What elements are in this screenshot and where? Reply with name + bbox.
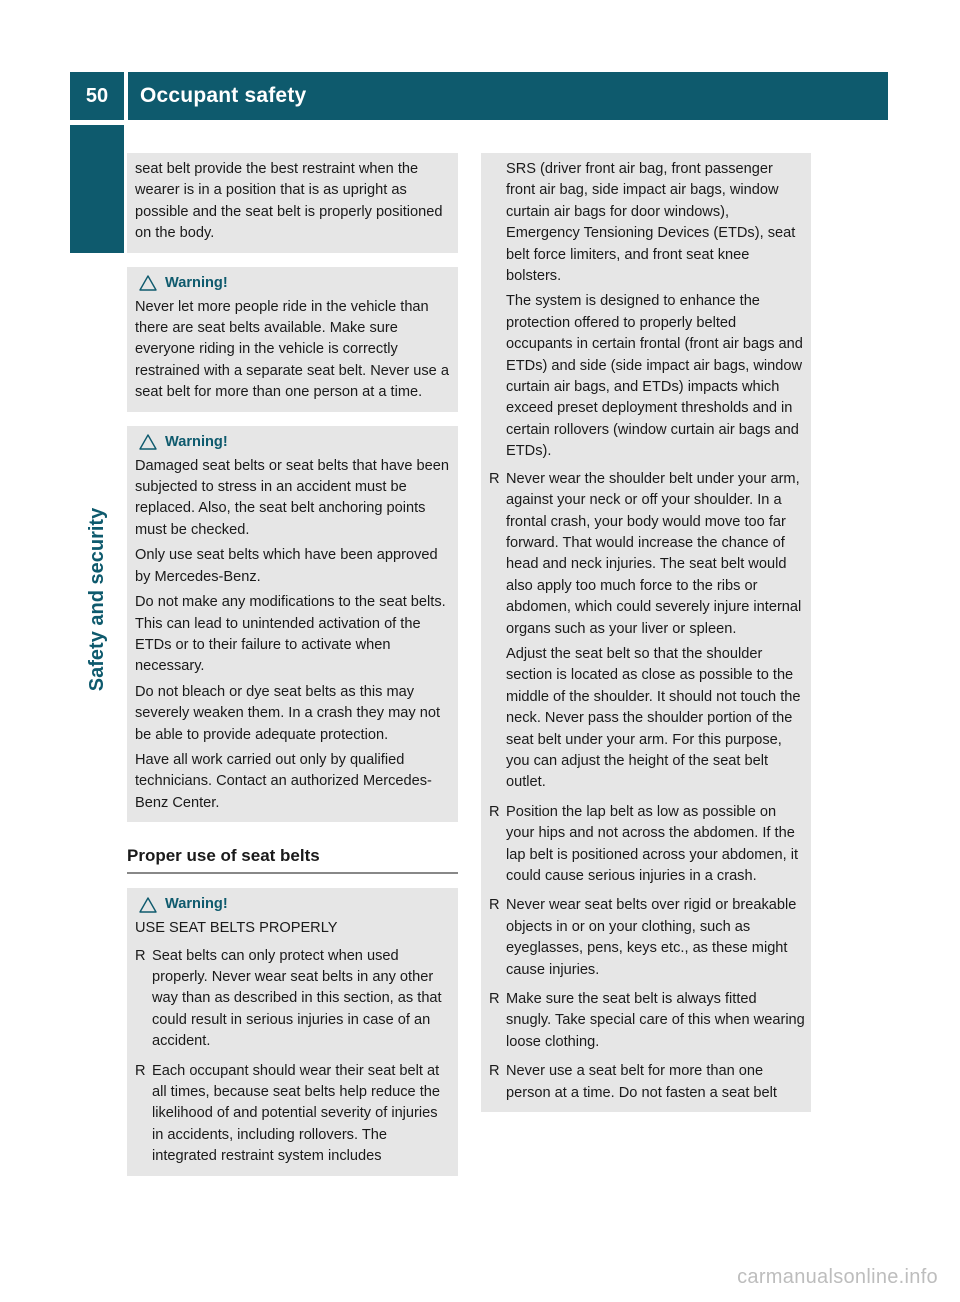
bullet-text: Seat belts can only protect when used properly. Never wear seat belts in any other way than as described in this section, as that could result in serious injuries in case of an accident.	[152, 947, 442, 1050]
bullet-text: Never use a seat belt for more than one person at a time. Do not fasten a seat belt	[506, 1063, 777, 1101]
bullet-mark: R	[489, 470, 500, 487]
warning-text: Never let more people ride in the vehicle than there are seat belts available. Make sure everyone riding in the vehicle is correctly restrained with a separate seat belt. Never use a seat belt for more than one person at a time.	[135, 298, 449, 401]
warning-text: Only use seat belts which have been approved by Mercedes-Benz.	[135, 547, 438, 585]
list-item	[489, 469, 805, 794]
intro-text: seat belt provide the best restraint when the wearer is in a position that is as upright as possible and the seat belt is properly positioned on the body.	[135, 161, 443, 242]
bullet-mark: R	[489, 1063, 500, 1080]
warning-text: Do not make any modifications to the seat belts. This can lead to unintended activation of the ETDs or to their failure to activate when necessary.	[135, 594, 446, 675]
warning-title	[139, 432, 450, 453]
warning-title	[139, 894, 450, 915]
bullet-mark: R	[135, 947, 146, 964]
bullet-text: Never wear the shoulder belt under your arm, against your neck or off your shoulder. In a frontal crash, your body would move too far forward. That would increase the chance of head and neck injuries. The seat belt would also apply too much force to the ribs or abdomen, which could severely injure internal organs such as your liver or spleen.	[506, 470, 802, 637]
bullet-mark: R	[135, 1062, 146, 1079]
warning-lead: USE SEAT BELTS PROPERLY	[135, 920, 338, 937]
list-item	[135, 1061, 450, 1168]
warning-label: Warning!	[165, 896, 228, 913]
warning-box-1	[127, 267, 458, 412]
warning-text: Damaged seat belts or seat belts that have been subjected to stress in an accident must be replaced. Also, the seat belt anchoring points must be checked.	[135, 457, 449, 538]
warning-text: Have all work carried out only by qualified technicians. Contact an authorized Mercedes-Benz Center.	[135, 751, 432, 811]
list-item	[489, 1061, 805, 1104]
side-label	[82, 484, 114, 714]
section-heading: Proper use of seat belts	[127, 846, 458, 874]
list-item	[135, 946, 450, 1053]
continuation-text: The system is designed to enhance the protection offered to properly belted occupants in certain frontal (front air bags and ETDs) and side (side impact air bags, window curtain air bags, and ETDs) impacts which exceed preset deployment thresholds and in certain rollovers (window curtain air bags and ETDs).	[506, 293, 803, 460]
list-item	[489, 895, 805, 981]
warning-label: Warning!	[165, 274, 228, 291]
bullet-text: Adjust the seat belt so that the shoulder section is located as close as possible to the middle of the shoulder. It should not touch the neck. Never pass the shoulder portion of the seat belt under your arm. For this purpose, you can adjust the height of the seat belt outlet.	[506, 645, 801, 791]
bullet-mark: R	[489, 803, 500, 820]
warning-triangle-icon	[139, 434, 157, 450]
warning-title	[139, 273, 450, 294]
left-column	[127, 153, 458, 1176]
bullet-text: Each occupant should wear their seat belt at all times, because seat belts help reduce the likelihood of and potential severity of injuries in accidents, including rollovers. The integrated restraint system includes	[152, 1062, 440, 1165]
continuation-text: SRS (driver front air bag, front passenger front air bag, side impact air bags, window curtain air bags for door windows), Emergency Tensioning Devices (ETDs), seat belt force limiters, and front seat knee bolsters.	[506, 161, 796, 285]
warning-box-3	[127, 888, 458, 1175]
side-tab	[70, 125, 124, 253]
warning-triangle-icon	[139, 275, 157, 291]
list-item	[489, 802, 805, 888]
bullet-mark: R	[489, 897, 500, 914]
bullet-text: Never wear seat belts over rigid or breakable objects in or on your clothing, such as eyeglasses, pens, keys etc., as these might cause injuries.	[506, 897, 797, 978]
page-title: Occupant safety	[128, 72, 888, 120]
warning-text: Do not bleach or dye seat belts as this may severely weaken them. In a crash they may not be able to provide adequate protection.	[135, 683, 440, 743]
warning-box-2	[127, 426, 458, 823]
warning-triangle-icon	[139, 897, 157, 913]
side-label-text: Safety and security	[86, 507, 109, 691]
list-item	[489, 989, 805, 1053]
page-number: 50	[70, 72, 124, 120]
intro-box	[127, 153, 458, 253]
bullet-mark: R	[489, 991, 500, 1008]
watermark: carmanualsonline.info	[737, 1266, 938, 1288]
bullet-text: Position the lap belt as low as possible on your hips and not across the abdomen. If the lap belt is positioned across your abdomen, it could cause serious injuries in a crash.	[506, 803, 799, 884]
right-column	[481, 153, 811, 1112]
warning-continuation-box	[481, 153, 811, 1112]
warning-label: Warning!	[165, 433, 228, 450]
bullet-text: Make sure the seat belt is always fitted snugly. Take special care of this when wearing loose clothing.	[506, 991, 805, 1050]
